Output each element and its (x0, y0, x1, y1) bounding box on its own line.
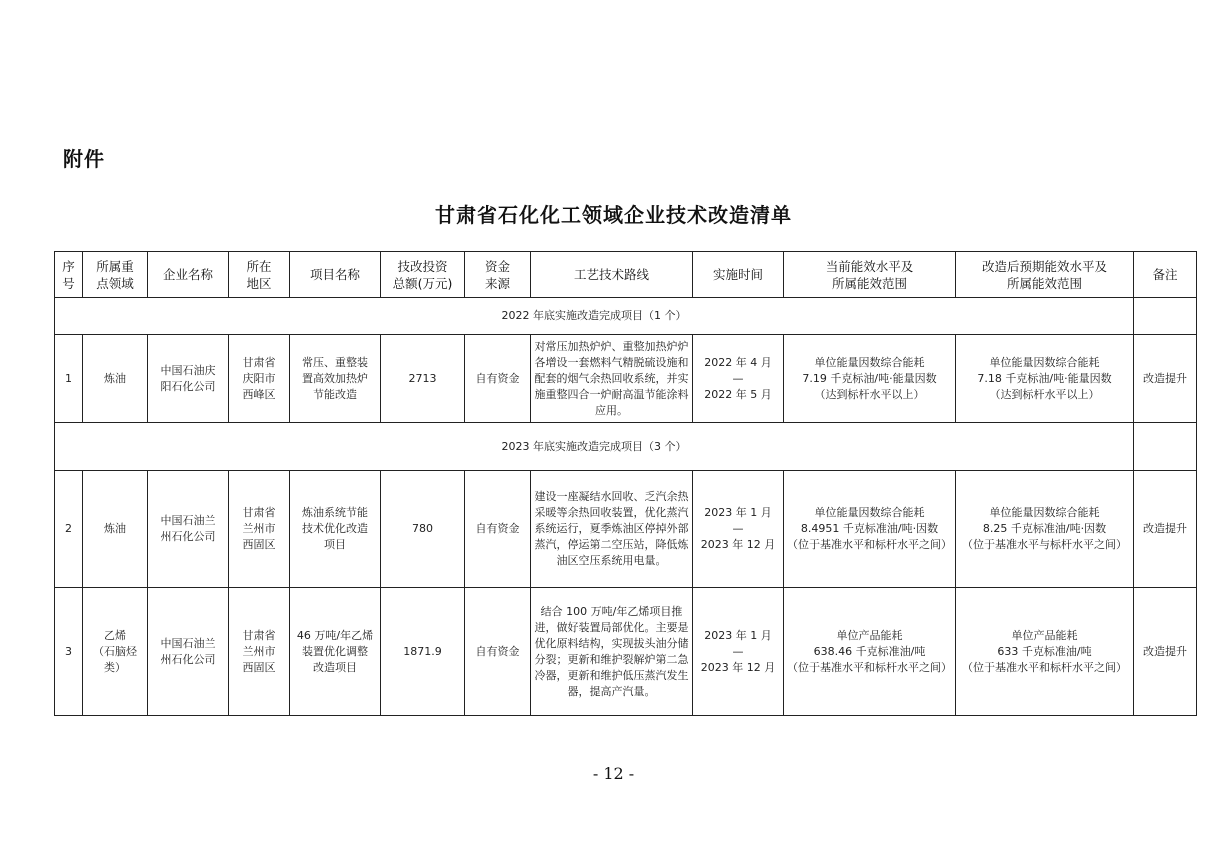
cell-funding: 自有资金 (465, 471, 531, 588)
cell-project: 炼油系统节能 技术优化改造 项目 (290, 471, 381, 588)
cell-route: 对常压加热炉炉、重整加热炉炉各增设一套燃料气精脱硫设施和配套的烟气余热回收系统，并实施重整四合一炉耐高温节能涂料应用。 (531, 335, 693, 423)
cell-region: 甘肃省 庆阳市 西峰区 (229, 335, 290, 423)
cell-region: 甘肃省 兰州市 西固区 (229, 588, 290, 716)
cell-remark: 改造提升 (1134, 588, 1197, 716)
cell-route: 结合 100 万吨/年乙烯项目推进，做好装置局部优化。主要是优化原料结构，实现拔头油分储分裂；更新和维护裂解炉第二急冷器，更新和维护低压蒸汽发生器，提高产汽量。 (531, 588, 693, 716)
cell-expected-efficiency: 单位产品能耗 633 千克标准油/吨 （位于基准水平和标杆水平之间） (956, 588, 1134, 716)
cell-expected-efficiency: 单位能量因数综合能耗 8.25 千克标准油/吨·因数 （位于基准水平与标杆水平之间） (956, 471, 1134, 588)
cell-time: 2023 年 1 月 — 2023 年 12 月 (693, 471, 784, 588)
cell-field: 炼油 (83, 335, 148, 423)
table-row (55, 588, 1197, 716)
cell-funding: 自有资金 (465, 335, 531, 423)
tech-renovation-table (54, 251, 1197, 716)
cell-field: 炼油 (83, 471, 148, 588)
cell-route: 建设一座凝结水回收、乏汽余热采暖等余热回收装置，优化蒸汽系统运行，夏季炼油区停掉外部蒸汽，停运第二空压站，降低炼油区空压系统用电量。 (531, 471, 693, 588)
cell-field: 乙烯 （石脑烃 类） (83, 588, 148, 716)
cell-investment: 2713 (381, 335, 465, 423)
header-field: 所属重 点领域 (83, 252, 148, 298)
header-investment: 技改投资 总额(万元) (381, 252, 465, 298)
header-expected-efficiency: 改造后预期能效水平及 所属能效范围 (956, 252, 1134, 298)
header-time: 实施时间 (693, 252, 784, 298)
cell-region: 甘肃省 兰州市 西固区 (229, 471, 290, 588)
cell-investment: 1871.9 (381, 588, 465, 716)
cell-seq: 2 (55, 471, 83, 588)
cell-time: 2023 年 1 月 — 2023 年 12 月 (693, 588, 784, 716)
cell-seq: 1 (55, 335, 83, 423)
cell-seq: 3 (55, 588, 83, 716)
table-row (55, 335, 1197, 423)
page-number: - 12 - (592, 764, 635, 783)
cell-company: 中国石油兰 州石化公司 (148, 471, 229, 588)
document-title: 甘肃省石化化工领域企业技术改造清单 (435, 203, 792, 227)
cell-project: 常压、重整装 置高效加热炉 节能改造 (290, 335, 381, 423)
cell-remark: 改造提升 (1134, 335, 1197, 423)
cell-funding: 自有资金 (465, 588, 531, 716)
cell-expected-efficiency: 单位能量因数综合能耗 7.18 千克标油/吨·能量因数 （达到标杆水平以上） (956, 335, 1134, 423)
table-row (55, 471, 1197, 588)
cell-remark: 改造提升 (1134, 471, 1197, 588)
cell-time: 2022 年 4 月 — 2022 年 5 月 (693, 335, 784, 423)
cell-investment: 780 (381, 471, 465, 588)
attachment-label: 附件 (63, 147, 105, 171)
header-funding: 资金 来源 (465, 252, 531, 298)
section-remark-empty (1134, 298, 1197, 335)
section-row-2023 (55, 423, 1197, 471)
header-route: 工艺技术路线 (531, 252, 693, 298)
cell-company: 中国石油庆 阳石化公司 (148, 335, 229, 423)
header-current-efficiency: 当前能效水平及 所属能效范围 (784, 252, 956, 298)
table-header-row (55, 252, 1197, 298)
cell-project: 46 万吨/年乙烯 装置优化调整 改造项目 (290, 588, 381, 716)
cell-company: 中国石油兰 州石化公司 (148, 588, 229, 716)
cell-current-efficiency: 单位能量因数综合能耗 7.19 千克标油/吨·能量因数 （达到标杆水平以上） (784, 335, 956, 423)
header-region: 所在 地区 (229, 252, 290, 298)
header-seq: 序 号 (55, 252, 83, 298)
section-label: 2023 年底实施改造完成项目（3 个） (55, 423, 1134, 471)
section-label: 2022 年底实施改造完成项目（1 个） (55, 298, 1134, 335)
cell-current-efficiency: 单位产品能耗 638.46 千克标准油/吨 （位于基准水平和标杆水平之间） (784, 588, 956, 716)
header-project: 项目名称 (290, 252, 381, 298)
header-remark: 备注 (1134, 252, 1197, 298)
cell-current-efficiency: 单位能量因数综合能耗 8.4951 千克标准油/吨·因数 （位于基准水平和标杆水平之间） (784, 471, 956, 588)
section-remark-empty (1134, 423, 1197, 471)
section-row-2022 (55, 298, 1197, 335)
header-company: 企业名称 (148, 252, 229, 298)
